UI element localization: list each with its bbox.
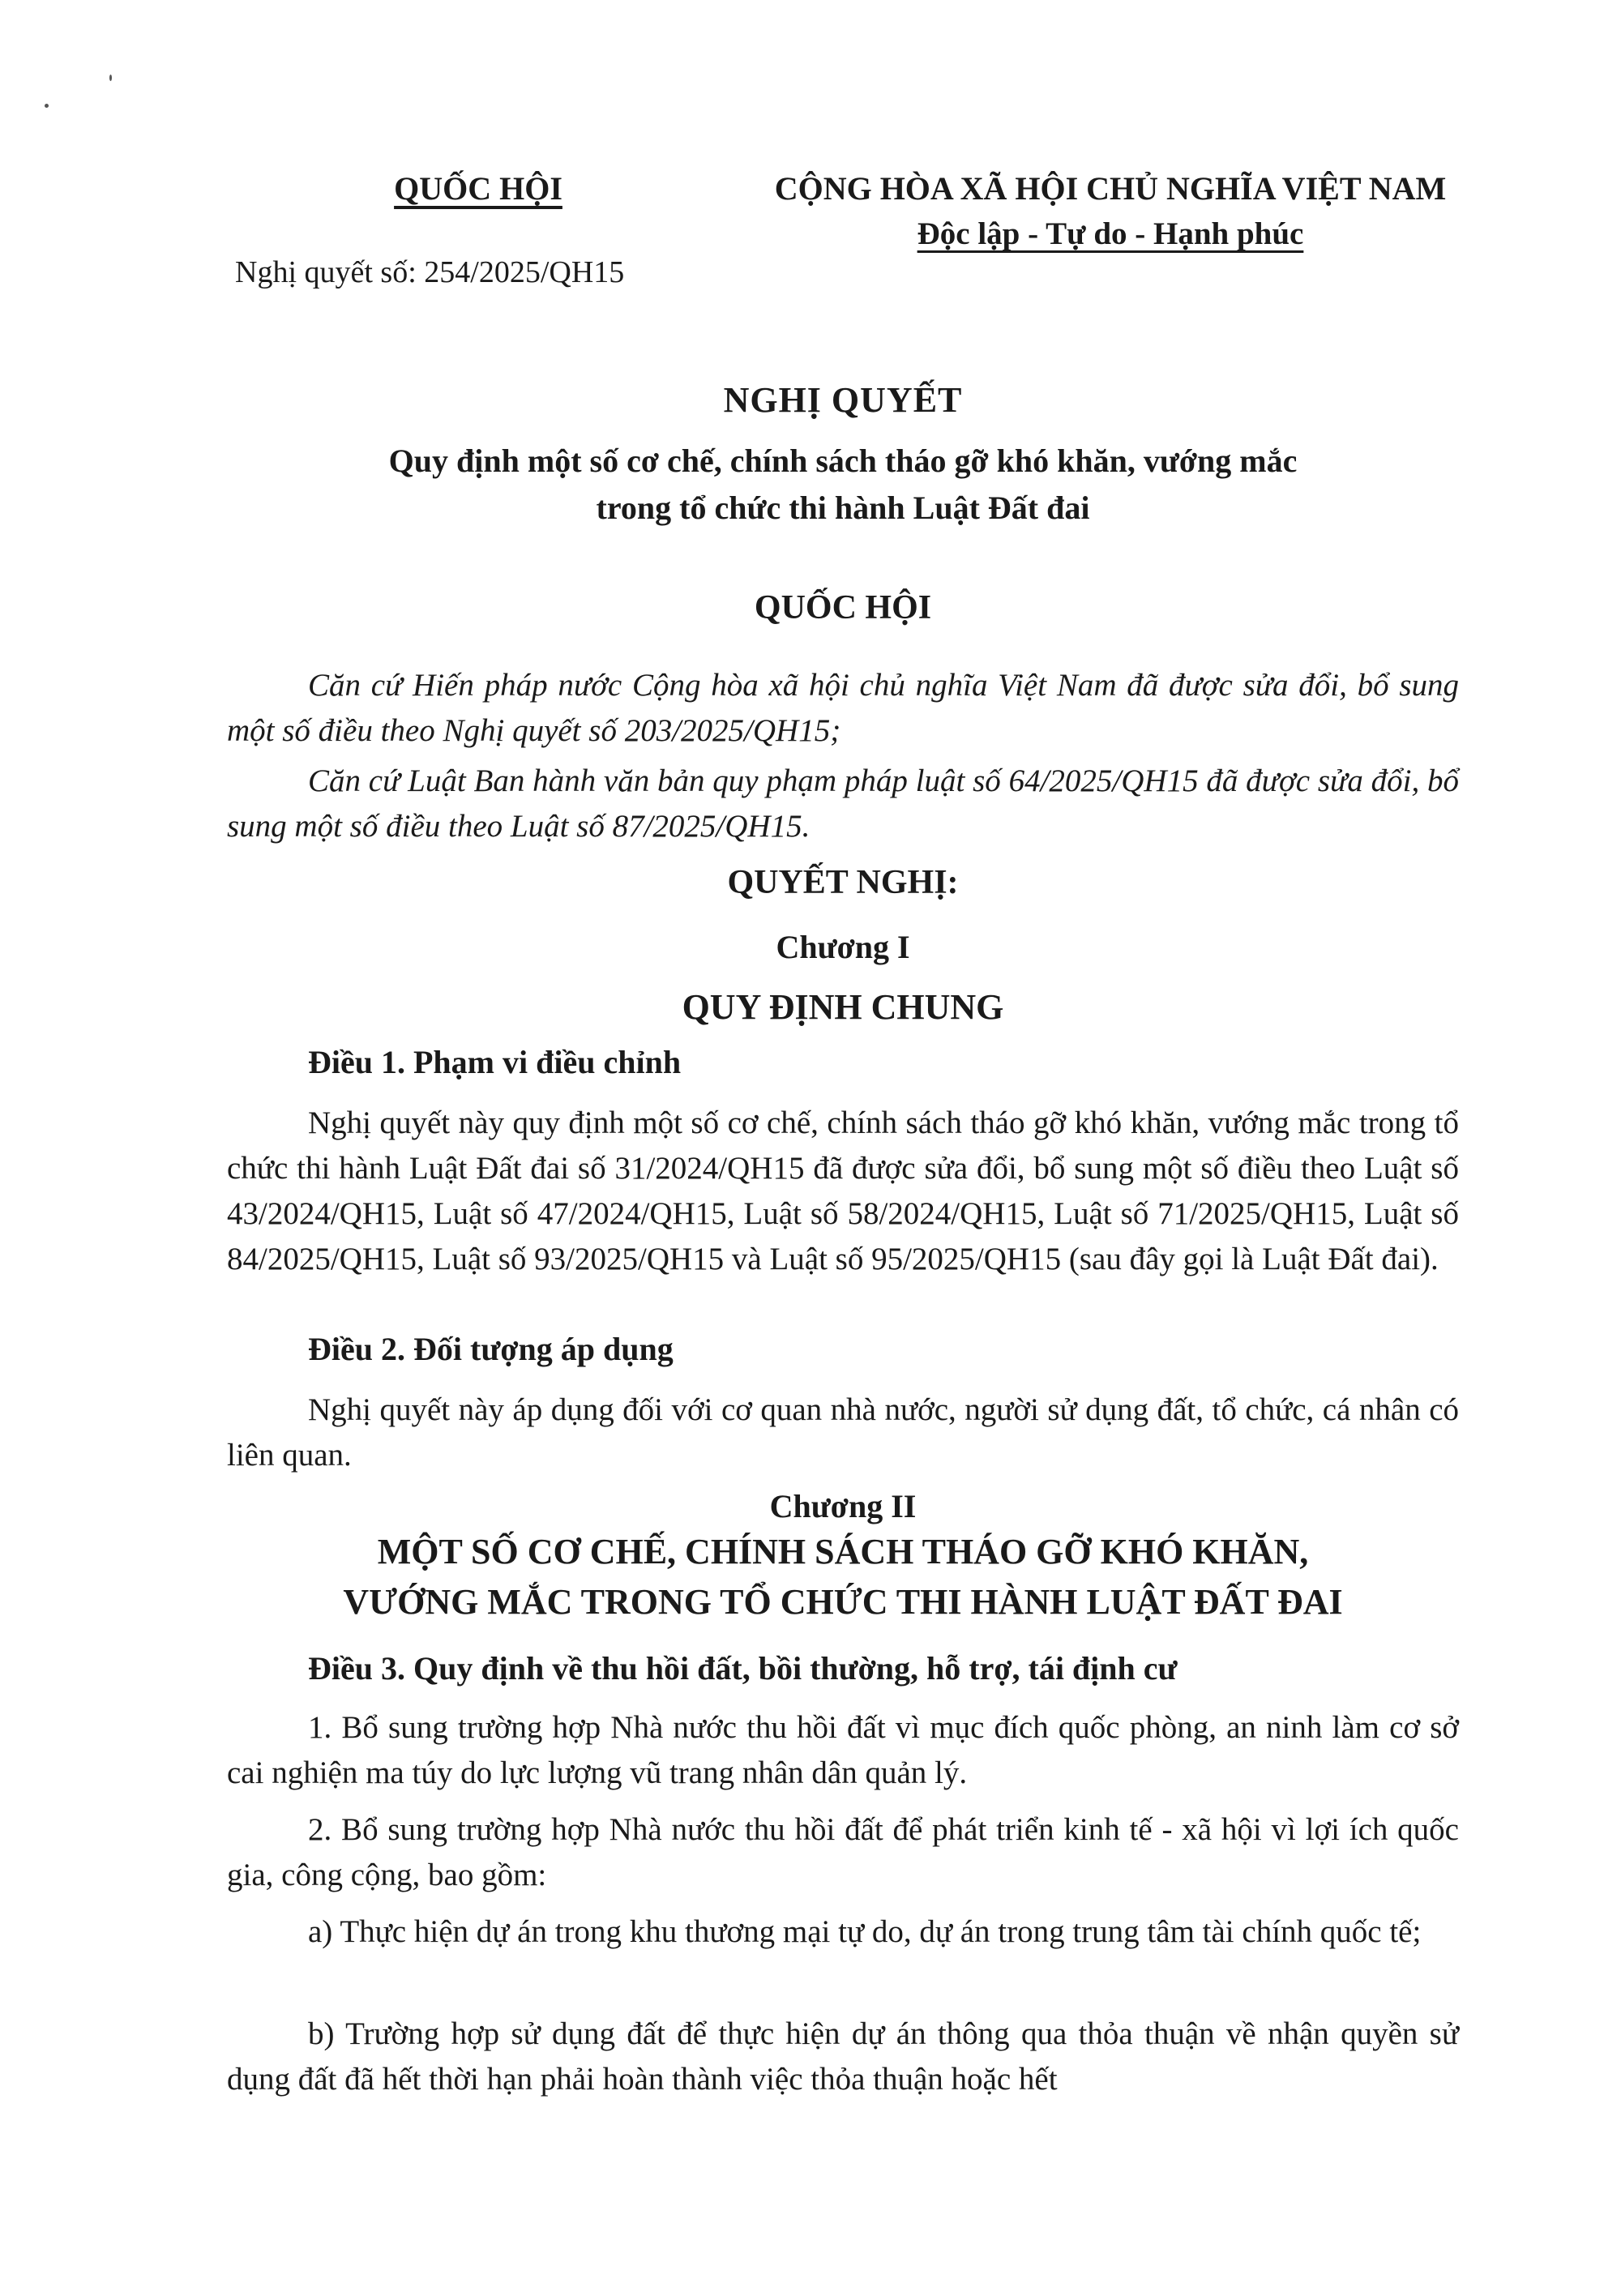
chapter-1-title: QUY ĐỊNH CHUNG [682, 987, 1004, 1027]
chapter-2-title-line: MỘT SỐ CƠ CHẾ, CHÍNH SÁCH THÁO GỠ KHÓ KHĂN, [377, 1532, 1309, 1571]
article-3-item: a) Thực hiện dự án trong khu thương mại tự do, dự án trong trung tâm tài chính quốc tế; [308, 1914, 1422, 1949]
article-1-heading: Điều 1. Phạm vi điều chỉnh [308, 1044, 682, 1080]
header-left [235, 166, 721, 212]
article-2-heading: Điều 2. Đối tượng áp dụng [308, 1331, 674, 1367]
issuing-organization: QUỐC HỘI [394, 170, 562, 207]
legal-basis: Căn cứ Luật Ban hành văn bản quy phạm pháp luật số 64/2025/QH15 đã được sửa đổi, bổ sung một số điều theo Luật số 87/2025/QH15. [227, 763, 1459, 844]
header-right [729, 166, 1491, 257]
chapter-1-number: Chương I [776, 929, 910, 965]
article-3-item: 2. Bổ sung trường hợp Nhà nước thu hồi đất để phát triển kinh tế - xã hội vì lợi ích quốc gia, công cộng, bao gồm: [227, 1812, 1459, 1892]
article-1-text: Nghị quyết này quy định một số cơ chế, chính sách tháo gỡ khó khăn, vướng mắc trong tổ chức thi hành Luật Đất đai số 31/2024/QH15 đã được sửa đổi, bổ sung một số điều theo Luật số 43/2024/QH15, Luật số 47/2024/QH15, Luật số 58/2024/QH15, Luật số 71/2025/QH15, Luật số 84/2025/QH15, Luật số 93/2025/QH15 và Luật số 95/2025/QH15 (sau đây gọi là Luật Đất đai). [227, 1105, 1459, 1276]
resolve-heading: QUYẾT NGHỊ: [727, 864, 959, 901]
document-title: NGHỊ QUYẾT [723, 380, 963, 420]
article-2-text: Nghị quyết này áp dụng đối với cơ quan nhà nước, người sử dụng đất, tổ chức, cá nhân có liên quan. [227, 1392, 1459, 1473]
scan-speck [109, 75, 112, 81]
subtitle-line: trong tổ chức thi hành Luật Đất đai [596, 490, 1090, 526]
article-3-item: 1. Bổ sung trường hợp Nhà nước thu hồi đất vì mục đích quốc phòng, an ninh làm cơ sở cai nghiện ma túy do lực lượng vũ trang nhân dân quản lý. [227, 1710, 1459, 1790]
issuing-body: QUỐC HỘI [754, 589, 932, 626]
chapter-2-title-line: VƯỚNG MẮC TRONG TỔ CHỨC THI HÀNH LUẬT ĐẤT ĐAI [343, 1582, 1343, 1622]
article-3-item: b) Trường hợp sử dụng đất để thực hiện dự án thông qua thỏa thuận về nhận quyền sử dụng đất đã hết thời hạn phải hoàn thành việc thỏa thuận hoặc hết [227, 2016, 1459, 2097]
subtitle-line: Quy định một số cơ chế, chính sách tháo gỡ khó khăn, vướng mắc [388, 443, 1298, 479]
scan-speck [45, 104, 49, 108]
chapter-2-title [227, 1527, 1459, 1627]
document-number: Nghị quyết số: 254/2025/QH15 [235, 255, 625, 289]
chapter-2-number: Chương II [769, 1488, 917, 1524]
legal-basis: Căn cứ Hiến pháp nước Cộng hòa xã hội chủ nghĩa Việt Nam đã được sửa đổi, bổ sung một số điều theo Nghị quyết số 203/2025/QH15; [227, 668, 1459, 748]
country-name: CỘNG HÒA XÃ HỘI CHỦ NGHĨA VIỆT NAM [774, 170, 1447, 207]
article-3-heading: Điều 3. Quy định về thu hồi đất, bồi thường, hỗ trợ, tái định cư [308, 1650, 1178, 1687]
national-motto: Độc lập - Tự do - Hạnh phúc [917, 216, 1304, 251]
document-subtitle [227, 438, 1459, 532]
